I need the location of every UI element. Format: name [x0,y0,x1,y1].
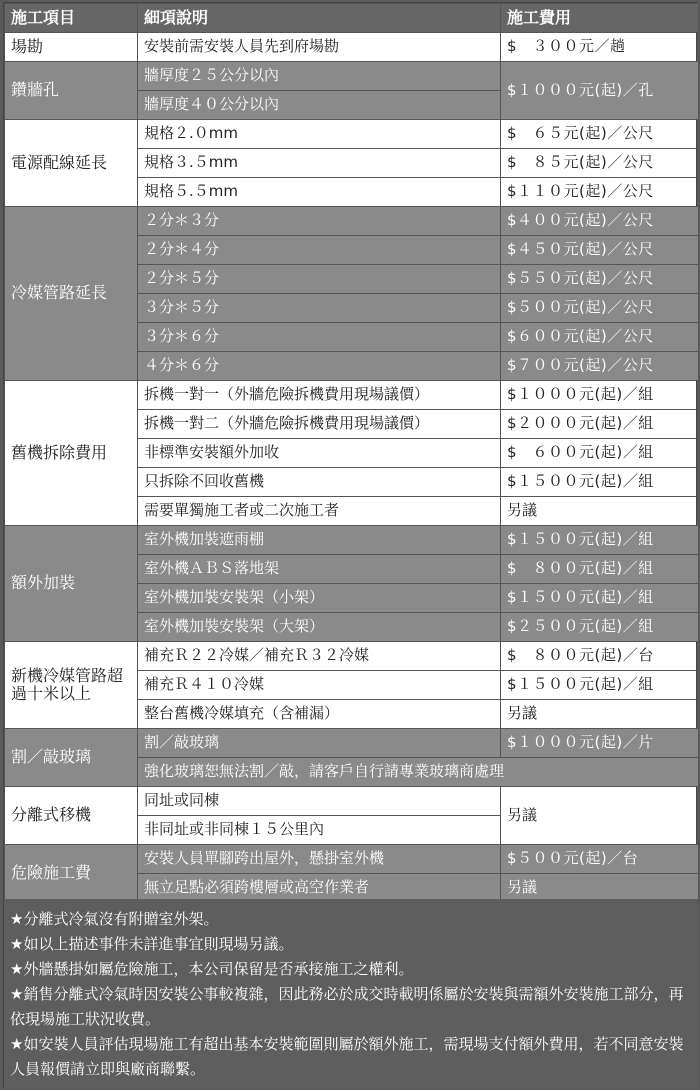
detail-cell: 無立足點必須跨樓層或高空作業者 [138,874,501,903]
table-row [5,207,699,236]
fee-cell: $５５０元(起)／公尺 [501,265,699,294]
fee-cell: $１５００元(起)／組 [501,526,699,555]
header-detail: 細項說明 [138,4,501,33]
table-row [5,33,699,62]
note-item: ★如以上描述事件未詳進事宜則現場另議。 [10,935,294,953]
detail-cell: ２分＊５分 [138,265,501,294]
fee-cell: 另議 [501,787,699,845]
fee-cell: $ ６００元(起)／組 [501,439,699,468]
fee-table [4,3,699,903]
price-sheet [3,2,697,1088]
detail-cell: 強化玻璃恕無法割／敲，請客戶自行請專業玻璃商處理 [138,758,699,787]
detail-cell: 非同址或非同棟１５公里內 [138,816,501,845]
header-fee: 施工費用 [501,4,699,33]
table-row [5,845,699,874]
fee-cell: $１０００元(起)／孔 [501,62,699,120]
fee-cell: $ ３００元／趟 [501,33,699,62]
detail-cell: 室外機加裝安裝架（大架） [138,613,501,642]
fee-cell: $５００元(起)／台 [501,845,699,874]
detail-cell: 割／敲玻璃 [138,729,501,758]
category-cell: 冷媒管路延長 [5,207,138,381]
notes-panel [4,899,698,1089]
fee-cell: $１５００元(起)／組 [501,671,699,700]
fee-cell: $ ８００元(起)／組 [501,555,699,584]
detail-cell: 室外機加裝遮雨棚 [138,526,501,555]
detail-cell: 需要單獨施工者或二次施工者 [138,497,501,526]
category-cell: 割／敲玻璃 [5,729,138,787]
table-row [5,787,699,816]
category-cell: 場勘 [5,33,138,62]
table-header [5,4,699,33]
table-row [5,62,699,91]
table-row [5,642,699,671]
fee-cell: $２０００元(起)／組 [501,410,699,439]
fee-cell: 另議 [501,497,699,526]
fee-cell: $１０００元(起)／片 [501,729,699,758]
category-cell: 電源配線延長 [5,120,138,207]
detail-cell: ４分＊６分 [138,352,501,381]
header-item: 施工項目 [5,4,138,33]
detail-cell: 拆機一對一（外牆危險拆機費用現場議價） [138,381,501,410]
category-cell: 危險施工費 [5,845,138,903]
detail-cell: 同址或同棟 [138,787,501,816]
fee-cell: $１５００元(起)／組 [501,468,699,497]
detail-cell: 整台舊機冷媒填充（含補漏） [138,700,501,729]
detail-cell: 規格５.５mm [138,178,501,207]
detail-cell: 室外機加裝安裝架（小架） [138,584,501,613]
fee-cell: $ ６５元(起)／公尺 [501,120,699,149]
fee-cell: $１５００元(起)／組 [501,584,699,613]
detail-cell: 補充Ｒ２２冷媒／補充Ｒ３２冷媒 [138,642,501,671]
fee-cell: $１０００元(起)／組 [501,381,699,410]
detail-cell: 牆厚度４０公分以內 [138,91,501,120]
category-cell: 鑽牆孔 [5,62,138,120]
category-cell: 額外加裝 [5,526,138,642]
detail-cell: 非標準安裝額外加收 [138,439,501,468]
detail-cell: 安裝前需安裝人員先到府場勘 [138,33,501,62]
fee-cell: 另議 [501,874,699,903]
fee-cell: $４５０元(起)／公尺 [501,236,699,265]
fee-cell: $７００元(起)／公尺 [501,352,699,381]
detail-cell: 牆厚度２５公分以內 [138,62,501,91]
fee-cell: $ ８００元(起)／台 [501,642,699,671]
fee-cell: $１１０元(起)／公尺 [501,178,699,207]
detail-cell: 安裝人員單腳跨出屋外，懸掛室外機 [138,845,501,874]
detail-cell: 只拆除不回收舊機 [138,468,501,497]
note-item: ★銷售分離式冷氣時因安裝公事較複雜，因此務必於成交時載明係屬於安裝與需額外安裝施工部分，再依現場施工狀況收費。 [10,985,684,1028]
note-item: ★分離式冷氣沒有附贈室外架。 [10,910,219,928]
note-item: ★如安裝人員評估現場施工有超出基本安裝範圍則屬於額外施工，需現場支付額外費用，若不同意安裝人員報價請立即與廠商聯繫。 [10,1035,684,1078]
detail-cell: ３分＊６分 [138,323,501,352]
fee-cell: $４００元(起)／公尺 [501,207,699,236]
detail-cell: 規格３.５mm [138,149,501,178]
fee-cell: $２５００元(起)／組 [501,613,699,642]
fee-cell: 另議 [501,700,699,729]
fee-cell: $ ８５元(起)／公尺 [501,149,699,178]
category-cell: 分離式移機 [5,787,138,845]
fee-cell: $６００元(起)／公尺 [501,323,699,352]
table-row [5,729,699,758]
table-row [5,381,699,410]
note-item: ★外牆懸掛如屬危險施工，本公司保留是否承接施工之權利。 [10,960,414,978]
table-row [5,120,699,149]
detail-cell: ３分＊５分 [138,294,501,323]
table-row [5,526,699,555]
detail-cell: ２分＊４分 [138,236,501,265]
fee-cell: $５００元(起)／公尺 [501,294,699,323]
detail-cell: ２分＊３分 [138,207,501,236]
detail-cell: 室外機ＡＢＳ落地架 [138,555,501,584]
detail-cell: 拆機一對二（外牆危險拆機費用現場議價） [138,410,501,439]
category-cell: 新機冷媒管路超過十米以上 [5,642,138,729]
category-cell: 舊機拆除費用 [5,381,138,526]
detail-cell: 補充Ｒ４１０冷媒 [138,671,501,700]
detail-cell: 規格２.０mm [138,120,501,149]
